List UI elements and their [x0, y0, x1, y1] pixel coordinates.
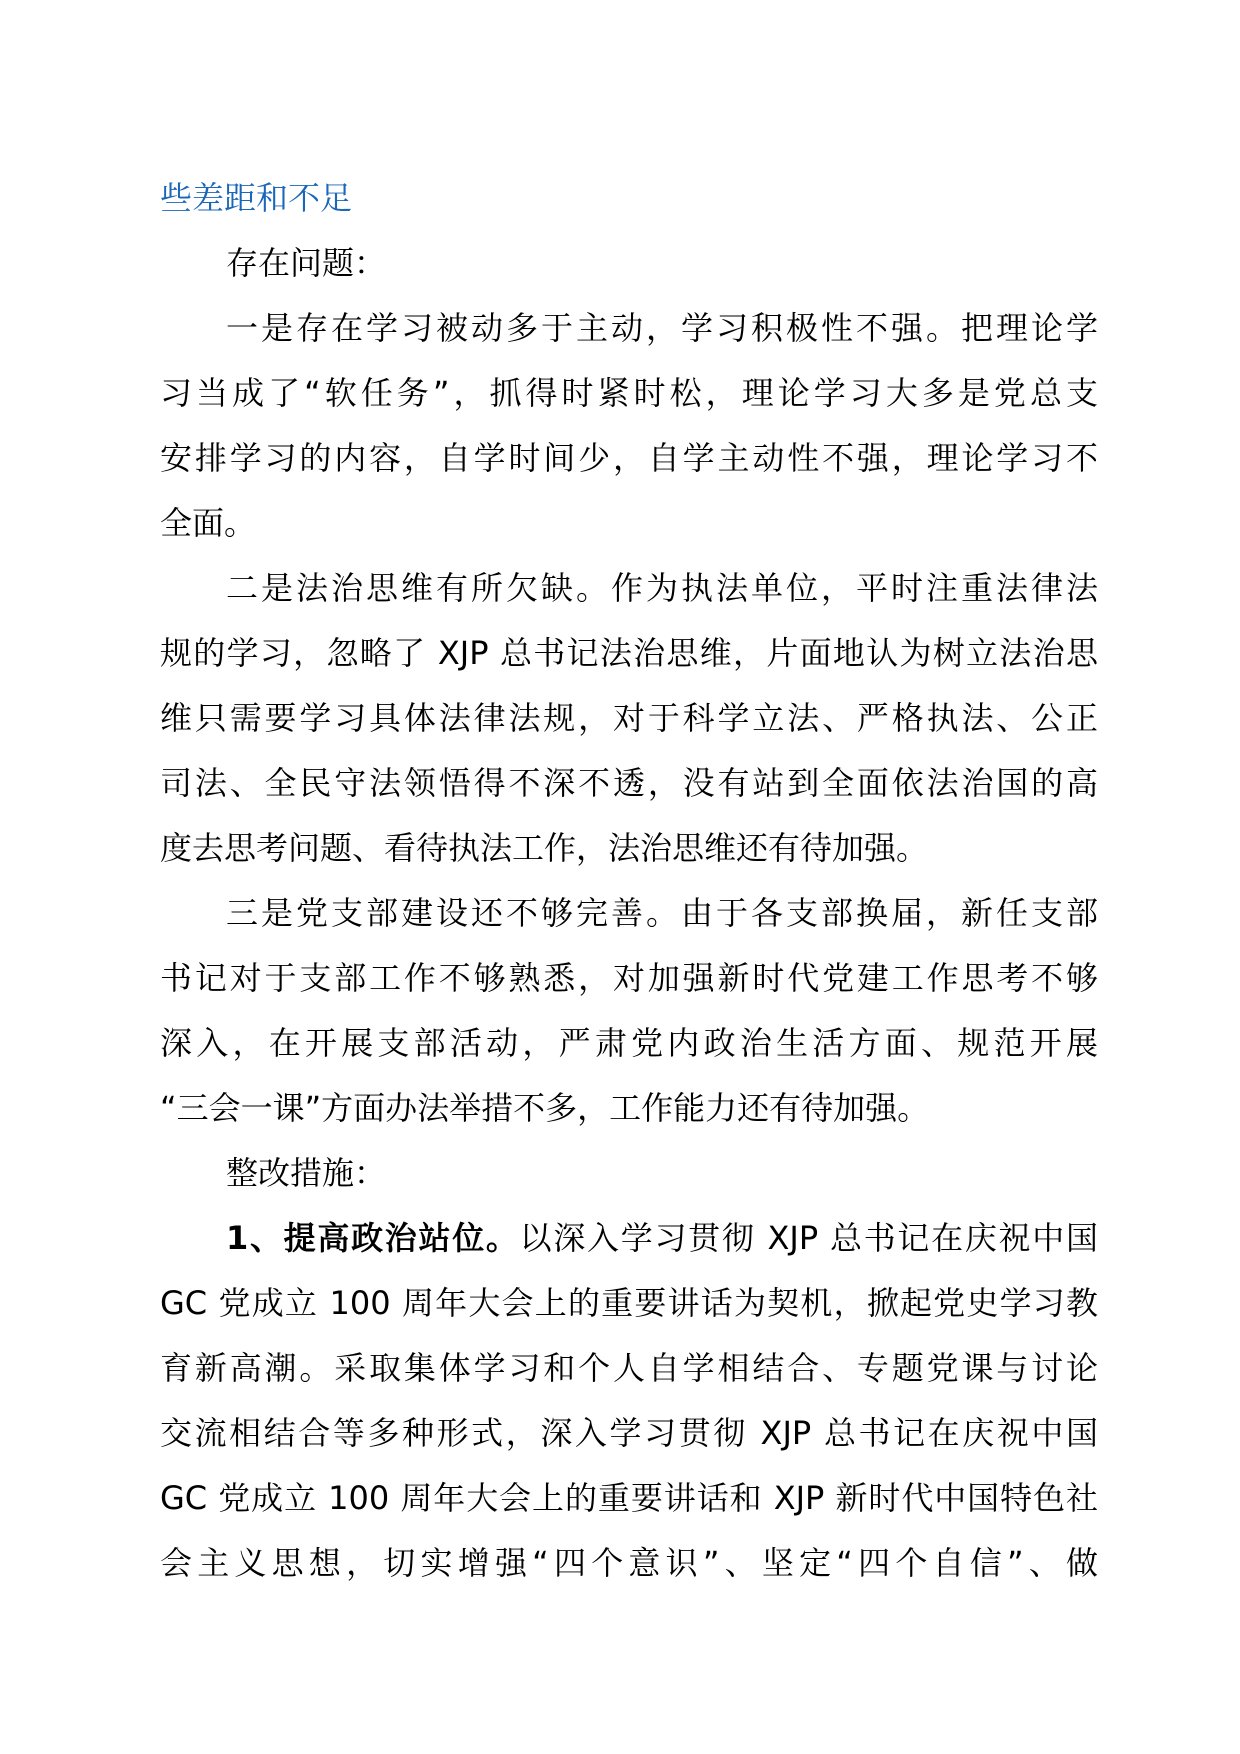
- paragraph-line: 规的学习，忽略了 XJP 总书记法治思维，片面地认为树立法治思: [160, 634, 1098, 672]
- paragraph-line: 育新高潮。采取集体学习和个人自学相结合、专题党课与讨论: [160, 1349, 1098, 1387]
- paragraph-line: 全面。: [160, 504, 257, 542]
- paragraph-line: 二是法治思维有所欠缺。作为执法单位，平时注重法律法: [226, 569, 1098, 607]
- section-title-problems: 存在问题：: [226, 244, 387, 282]
- paragraph-line: 一是存在学习被动多于主动，学习积极性不强。把理论学: [226, 309, 1098, 347]
- paragraph-measure-1: [160, 1206, 1098, 1596]
- paragraph-line: 会主义思想，切实增强“四个意识”、坚定“四个自信”、做: [160, 1544, 1098, 1582]
- paragraph-problem-3: [160, 881, 1098, 1141]
- section-title-measures: 整改措施：: [226, 1154, 387, 1192]
- paragraph-problem-1: [160, 296, 1098, 556]
- paragraph-line: “三会一课”方面办法举措不多，工作能力还有待加强。: [160, 1089, 930, 1127]
- paragraph-line: 维只需要学习具体法律法规，对于科学立法、严格执法、公正: [160, 699, 1098, 737]
- paragraph-line: 深入，在开展支部活动，严肃党内政治生活方面、规范开展: [160, 1024, 1098, 1062]
- paragraph-problem-2: [160, 556, 1098, 881]
- heading-fragment: 些差距和不足: [160, 179, 353, 217]
- paragraph-line: 安排学习的内容，自学时间少，自学主动性不强，理论学习不: [160, 439, 1098, 477]
- paragraph-line: 交流相结合等多种形式，深入学习贯彻 XJP 总书记在庆祝中国: [160, 1414, 1098, 1452]
- paragraph-line: GC 党成立 100 周年大会上的重要讲话为契机，掀起党史学习教: [160, 1284, 1098, 1322]
- paragraph-line: 三是党支部建设还不够完善。由于各支部换届，新任支部: [226, 894, 1098, 932]
- paragraph-line: 习当成了“软任务”，抓得时紧时松，理论学习大多是党总支: [160, 374, 1098, 412]
- paragraph-line: GC 党成立 100 周年大会上的重要讲话和 XJP 新时代中国特色社: [160, 1479, 1098, 1517]
- measure-text: 以深入学习贯彻 XJP 总书记在庆祝中国: [519, 1219, 1098, 1257]
- document-page: [160, 166, 1098, 1596]
- paragraph-line: 司法、全民守法领悟得不深不透，没有站到全面依法治国的高: [160, 764, 1098, 802]
- paragraph-line: 度去思考问题、看待执法工作，法治思维还有待加强。: [160, 829, 929, 867]
- paragraph-line: [160, 1206, 1098, 1271]
- paragraph-line: 书记对于支部工作不够熟悉，对加强新时代党建工作思考不够: [160, 959, 1098, 997]
- measure-heading: 1、提高政治站位。: [226, 1219, 520, 1257]
